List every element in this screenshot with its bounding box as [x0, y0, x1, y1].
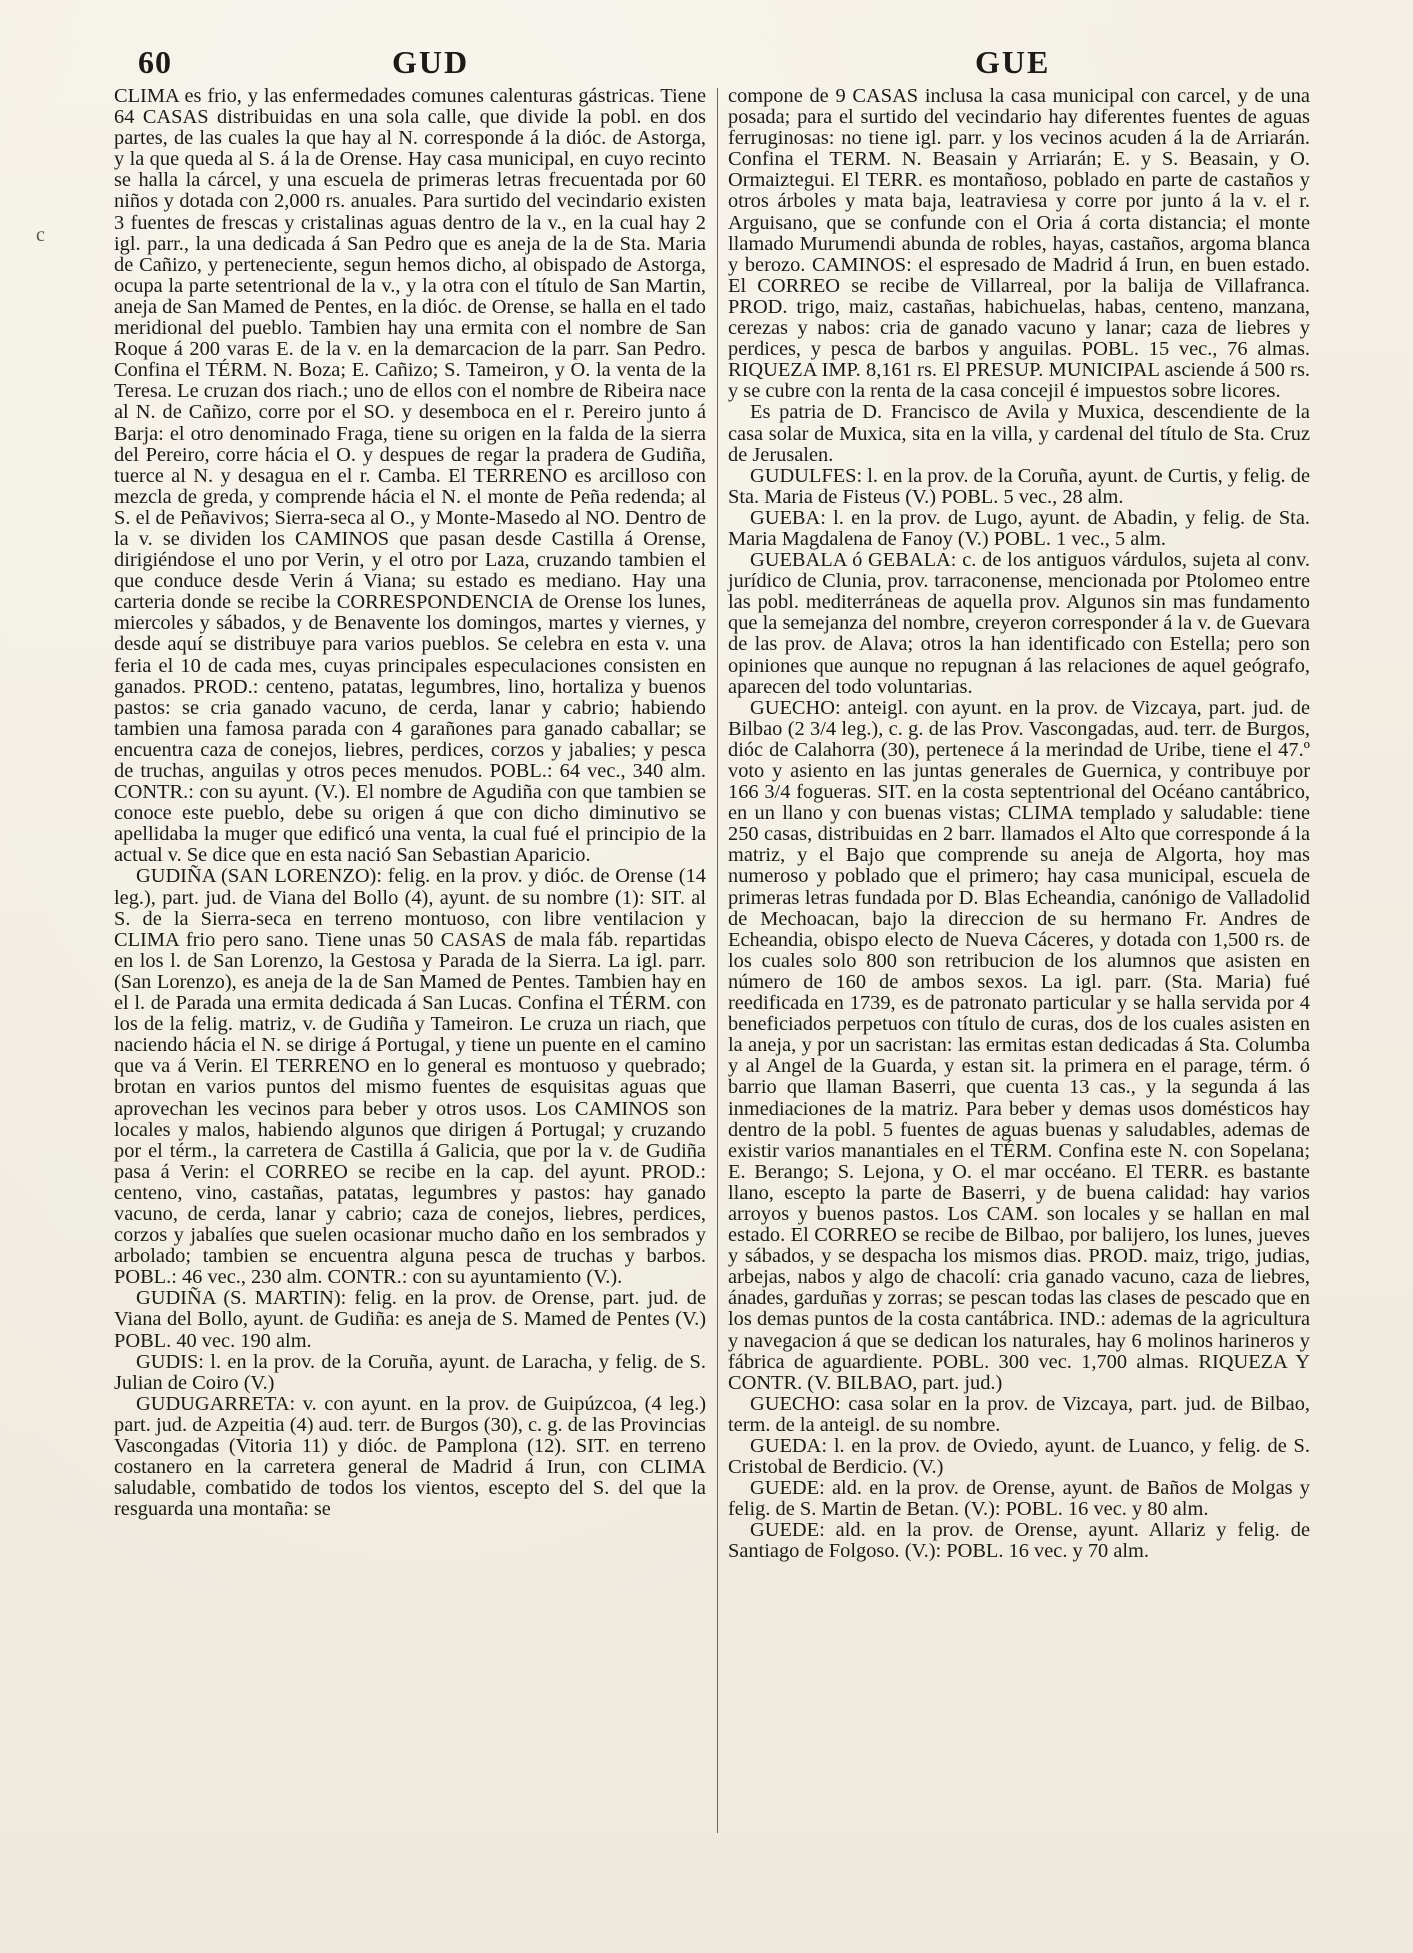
entry-guecho-anteiglesia: GUECHO: anteigl. con ayunt. en la prov. de Vizcaya, part. jud. de Bilbao (2 3/4 leg.), c. g. de las Prov. Vascongadas, aud. terr. de Burgos, dióc de Calahorra (30), pertenece á la merindad de Uribe, tiene el 47.º voto y asiento en las juntas generales de Guernica, y contribuye por 166 3/4 fogueras. SIT. en la costa septentrional del Océano cantábrico, en un llano y con buenas vistas; CLIMA templado y saludable: tiene 250 casas, distribuidas en 2 barr. llamados el Alto que corresponde á la matriz, y el Bajo que comprende su aneja de Algorta, hoy mas numeroso y poblado que el primero; hay casa municipal, escuela de primeras letras fundada por D. Blas Echeandia, canónigo de Valladolid de Mechoacan, bajo la direccion de su hermano Fr. Andres de Echeandia, obispo electo de Nueva Cáceres, y dotada con 1,500 rs. de los cuales solo 800 son retribucion de los alumnos que asisten en número de 160 de ambos sexos. La igl. parr. (Sta. Maria) fué reedificada en 1739, es de patronato particular y se halla servida por 4 beneficiados perpetuos con título de curas, dos de los cuales asisten en la aneja, y por un sacristan: las ermitas estan dedicadas á Sta. Columba y al Angel de la Guarda, y estan sit. la primera en el parage, térm. ó barrio que llaman Baserri, que cuenta 13 cas., y la segunda á las inmediaciones de la matriz. Para beber y demas usos domésticos hay dentro de la pobl. 5 fuentes de aguas buenas y saludables, ademas de existir varios manantiales en el TÉRM. Confina este N. con Sopelana; E. Berango; S. Lejona, y O. el mar occéano. El TERR. es bastante llano, escepto la parte de Baserri, y de buena calidad: hay varios arroyos y buenos pastos. Los CAM. son locales y se hallan en mal estado. El CORREO se recibe de Bilbao, por balijero, los lunes, jueves y sábados, y se despacha los mismos dias. PROD. maiz, trigo, judias, arbejas, nabos y algo de chacolí: cria ganado vacuno, caza de liebres, ánades, garduñas y zorras; se pescan todas las clases de pescado que en los demas puntos de la costa cantábrica. IND.: ademas de la agricultura y navegacion á que se dedican los naturales, hay 6 molinos harineros y fábrica de aguardiente. POBL. 300 vec. 1,700 almas. RIQUEZA Y CONTR. (V. BILBAO, part. jud.)	[728, 696, 1310, 1394]
left-running-head: GUD	[392, 44, 470, 80]
entry-gueda: GUEDA: l. en la prov. de Oviedo, ayunt. de Luanco, y felig. de S. Cristobal de Berdicio. (V.)	[728, 1435, 1310, 1479]
margin-mark: c	[36, 224, 45, 246]
entry-gudulfes: GUDULFES: l. en la prov. de la Coruña, ayunt. de Curtis, y felig. de Sta. Maria de Fisteus (V.) POBL. 5 vec., 28 alm.	[728, 464, 1310, 508]
left-column	[114, 86, 706, 1520]
entry-gudis: GUDIS: l. en la prov. de la Coruña, ayunt. de Laracha, y felig. de S. Julian de Coiro (V.)	[114, 1350, 706, 1394]
right-running-head: GUE	[975, 44, 1051, 80]
entry-gudina-san-martin: GUDIÑA (S. MARTIN): felig. en la prov. de Orense, part. jud. de Viana del Bollo, ayunt. de Gudiña: es aneja de S. Mamed de Pentes (V.) POBL. 40 vec. 190 alm.	[114, 1287, 706, 1352]
column-divider	[717, 88, 718, 1833]
entry-guede-molgas: GUEDE: ald. en la prov. de Orense, ayunt. de Baños de Molgas y felig. de S. Martin de Betan. (V.): POBL. 16 vec. y 80 alm.	[728, 1477, 1310, 1521]
entry-guecho-casa-solar: GUECHO: casa solar en la prov. de Vizcaya, part. jud. de Bilbao, term. de la anteigl. de su nombre.	[728, 1392, 1310, 1436]
entry-gudugarreta: GUDUGARRETA: v. con ayunt. en la prov. de Guipúzcoa, (4 leg.) part. jud. de Azpeitia (4) aud. terr. de Burgos (30), c. g. de las Provincias Vascongadas (Vitoria 11) y dióc. de Pamplona (12). SIT. en terreno costanero en la carretera general de Madrid á Irun, con CLIMA saludable, combatido de todos los vientos, escepto del S. del que la resguarda una montaña: se	[114, 1392, 706, 1521]
entry-continuation-gudugarreta: compone de 9 CASAS inclusa la casa municipal con carcel, y de una posada; para el surtido del vecindario hay diferentes fuentes de aguas ferruginosas: no tiene igl. parr. y los vecinos acuden á la de Arriarán. Confina el TERM. N. Beasain y Arriarán; E. y S. Beasain, y O. Ormaiztegui. El TERR. es montañoso, poblado en parte de castaños y otros árboles y mata baja, leatraviesa y corre por junto á la v. el r. Arguisano, que se confunde con el Oria á corta distancia; el monte llamado Murumendi abunda de robles, hayas, castaños, argoma blanca y berozo. CAMINOS: el espresado de Madrid á Irun, en buen estado. El CORREO se recibe de Villarreal, por la balija de Villafranca. PROD. trigo, maiz, castañas, habichuelas, habas, centeno, manzana, cerezas y nabos: cria de ganado vacuno y lanar; caza de liebres y perdices, y pesca de barbos y anguilas. POBL. 15 vec., 76 almas. RIQUEZA IMP. 8,161 rs. El PRESUP. MUNICIPAL asciende á 500 rs. y se cubre con la renta de la casa concejil é impuestos sobre licores.	[728, 85, 1310, 403]
right-column	[728, 86, 1310, 1563]
entry-gueba: GUEBA: l. en la prov. de Lugo, ayunt. de Abadin, y felig. de Sta. Maria Magdalena de Fanoy (V.) POBL. 1 vec., 5 alm.	[728, 506, 1310, 550]
entry-guebala: GUEBALA ó GEBALA: c. de los antiguos várdulos, sujeta al conv. jurídico de Clunia, prov. tarraconense, mencionada por Ptolomeo entre las pobl. mediterráneas de aquella prov. Algunos sin mas fundamento que la semejanza del nombre, creyeron corresponder á la v. de Guevara de las prov. de Alava; otros la han identificado con Estella; pero son opiniones que aunque no repugnan á las relaciones de aquel geógrafo, aparecen del todo voluntarias.	[728, 549, 1310, 698]
entry-gudina-san-lorenzo: GUDIÑA (SAN LORENZO): felig. en la prov. y dióc. de Orense (14 leg.), part. jud. de Viana del Bollo (4), ayunt. de su nombre (1): SIT. al S. de la Sierra-seca en terreno montuoso, con libre ventilacion y CLIMA frio pero sano. Tiene unas 50 CASAS de mala fáb. repartidas en los l. de San Lorenzo, la Gestosa y Parada de la Sierra. La igl. parr. (San Lorenzo), es aneja de la de San Mamed de Pentes. Tambien hay en el l. de Parada una ermita dedicada á San Lucas. Confina el TÉRM. con los de la felig. matriz, v. de Gudiña y Tameiron. Le cruza un riach, que naciendo hácia el N. se dirige á Portugal, y tiene un puente en el camino que va á Verin. El TERRENO en lo general es montuoso y quebrado; brotan en varios puntos del mismo fuentes de esquisitas aguas que aprovechan les vecinos para beber y otros usos. Los CAMINOS son locales y malos, habiendo algunos que dirigen á Portugal; y cruzando por el térm., la carretera de Castilla á Galicia, que por la v. de Gudiña pasa á Verin: el CORREO se recibe en la cap. del ayunt. PROD.: centeno, vino, castañas, patatas, legumbres y pastos: hay ganado vacuno, de cerda, lanar y cabrio; caza de conejos, liebres, perdices, corzos y jabalíes que suelen ocasionar mucho daño en los sembrados y arbolado; tambien se encuentra alguna pesca de truchas y barbos. POBL.: 46 vec., 230 alm. CONTR.: con su ayuntamiento (V.).	[114, 865, 706, 1289]
entry-guede-allariz: GUEDE: ald. en la prov. de Orense, ayunt. Allariz y felig. de Santiago de Folgoso. (V.): POBL. 16 vec. y 70 alm.	[728, 1519, 1310, 1563]
entry-continuation-gudina: CLIMA es frio, y las enfermedades comunes calenturas gástricas. Tiene 64 CASAS distribuidas en una sola calle, que divide la pobl. en dos partes, de las cuales la que hay al N. corresponde á la dióc. de Astorga, y la que queda al S. á la de Orense. Hay casa municipal, en cuyo recinto se halla la cárcel, y una escuela de primeras letras frecuentada por 60 niños y dotada con 2,000 rs. anuales. Para surtido del vecindario existen 3 fuentes de frescas y cristalinas aguas dentro de la v., en la cual hay 2 igl. parr., la una dedicada á San Pedro que es aneja de la de Sta. Maria de Cañizo, y perteneciente, segun hemos dicho, al obispado de Astorga, ocupa la parte setentrional de la v., y la otra con el título de San Martin, aneja de San Mamed de Pentes, en la dióc. de Orense, se halla en el tado meridional del pueblo. Tambien hay una ermita con el nombre de San Roque á 200 varas E. de la v. en la demarcacion de la parr. San Pedro. Confina el TÉRM. N. Boza; E. Cañizo; S. Tameiron, y O. la venta de la Teresa. Le cruzan dos riach.; uno de ellos con el nombre de Ribeira nace al N. de Cañizo, corre por el SO. y desemboca en el r. Pereiro junto á Barja: el otro denominado Fraga, tiene su origen en la falda de la sierra del Pereiro, corre hácia el O. y despues de regar la pradera de Gudiña, tuerce al N. y desagua en el r. Camba. El TERRENO es arcilloso con mezcla de greda, y comprende hácia el N. el monte de Peña redenda; al S. el de Peñavivos; Sierra-seca al O., y Monte-Masedo al NO. Dentro de la v. se dividen los CAMINOS que pasan desde Castilla á Orense, dirigiéndose el uno por Verin, y el otro por Laza, cruzando tambien el que conduce desde Verin á Viana; su estado es mediano. Hay una carteria donde se recibe la CORRESPONDENCIA de Orense los lunes, miercoles y sábados, y de Benavente los domingos, martes y viernes, y desde aquí se distribuye para varios pueblos. Se celebra en esta v. una feria el 10 de cada mes, cuyas principales especulaciones consisten en ganados. PROD.: centeno, patatas, legumbres, lino, hortaliza y buenos pastos: se cria ganado vacuno, de cerda, lanar y cabrio; habiendo tambien una famosa parada con 4 garañones para ganado caballar; se encuentra caza de conejos, liebres, perdices, corzos y jabalies; y pesca de truchas, anguilas y otros peces menudos. POBL.: 64 vec., 340 alm. CONTR.: con su ayunt. (V.). El nombre de Agudiña con que tambien se conoce este pueblo, debe su origen á que con dicho diminutivo se apellidaba la muger que edificó una venta, la cual fué el principio de la actual v. Se dice que en esta nació San Sebastian Aparicio.	[114, 85, 706, 867]
entry-gudugarreta-notable: Es patria de D. Francisco de Avila y Muxica, descendiente de la casa solar de Muxica, sita en la villa, y cardenal del título de Sta. Cruz de Jerusalen.	[728, 401, 1310, 466]
page-number: 60	[138, 44, 172, 80]
